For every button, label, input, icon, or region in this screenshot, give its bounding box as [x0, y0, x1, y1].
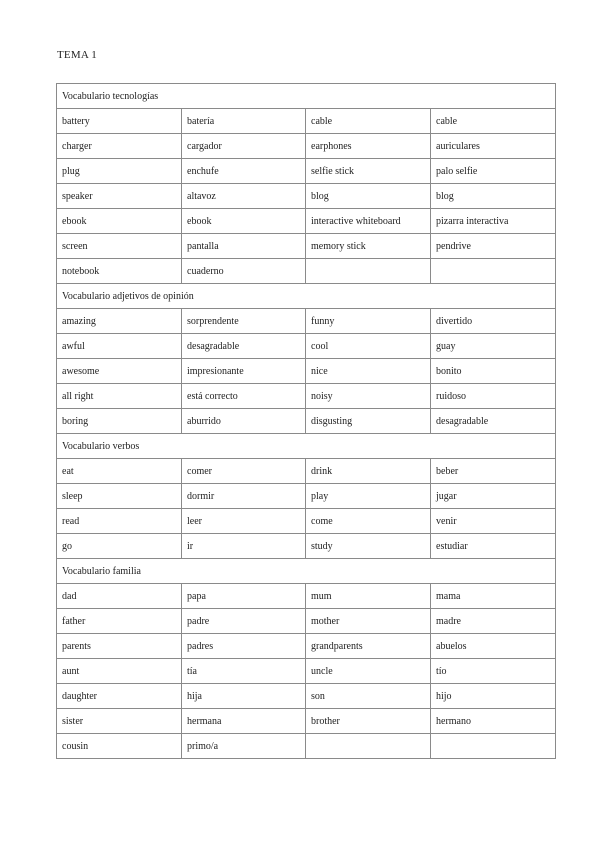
- spanish-term-cell: cargador: [182, 134, 306, 159]
- english-term-cell: parents: [57, 634, 182, 659]
- english-term-cell: [306, 259, 431, 284]
- english-term-cell: notebook: [57, 259, 182, 284]
- spanish-term-cell: ebook: [182, 209, 306, 234]
- table-row: [57, 409, 556, 434]
- table-row: [57, 684, 556, 709]
- page-title: TEMA 1: [57, 49, 98, 61]
- section-heading: Vocabulario adjetivos de opinión: [57, 284, 556, 309]
- section-header-row: [57, 559, 556, 584]
- english-term-cell: uncle: [306, 659, 431, 684]
- spanish-term-cell: auriculares: [431, 134, 556, 159]
- english-term-cell: amazing: [57, 309, 182, 334]
- english-term-cell: play: [306, 484, 431, 509]
- spanish-term-cell: altavoz: [182, 184, 306, 209]
- english-term-cell: funny: [306, 309, 431, 334]
- spanish-term-cell: papa: [182, 584, 306, 609]
- english-term-cell: go: [57, 534, 182, 559]
- english-term-cell: earphones: [306, 134, 431, 159]
- spanish-term-cell: madre: [431, 609, 556, 634]
- spanish-term-cell: ir: [182, 534, 306, 559]
- spanish-term-cell: está correcto: [182, 384, 306, 409]
- english-term-cell: cool: [306, 334, 431, 359]
- table-row: [57, 134, 556, 159]
- spanish-term-cell: estudiar: [431, 534, 556, 559]
- spanish-term-cell: cable: [431, 109, 556, 134]
- english-term-cell: ebook: [57, 209, 182, 234]
- table-row: [57, 309, 556, 334]
- spanish-term-cell: blog: [431, 184, 556, 209]
- english-term-cell: drink: [306, 459, 431, 484]
- spanish-term-cell: palo selfie: [431, 159, 556, 184]
- english-term-cell: interactive whiteboard: [306, 209, 431, 234]
- english-term-cell: dad: [57, 584, 182, 609]
- table-row: [57, 734, 556, 759]
- spanish-term-cell: pendrive: [431, 234, 556, 259]
- spanish-term-cell: mama: [431, 584, 556, 609]
- table-row: [57, 634, 556, 659]
- table-row: [57, 509, 556, 534]
- table-row: [57, 234, 556, 259]
- section-header-row: [57, 284, 556, 309]
- english-term-cell: cousin: [57, 734, 182, 759]
- english-term-cell: aunt: [57, 659, 182, 684]
- english-term-cell: blog: [306, 184, 431, 209]
- spanish-term-cell: padres: [182, 634, 306, 659]
- spanish-term-cell: padre: [182, 609, 306, 634]
- spanish-term-cell: abuelos: [431, 634, 556, 659]
- english-term-cell: all right: [57, 384, 182, 409]
- spanish-term-cell: sorprendente: [182, 309, 306, 334]
- table-row: [57, 259, 556, 284]
- spanish-term-cell: primo/a: [182, 734, 306, 759]
- spanish-term-cell: [431, 259, 556, 284]
- english-term-cell: boring: [57, 409, 182, 434]
- section-header-row: [57, 84, 556, 109]
- spanish-term-cell: divertido: [431, 309, 556, 334]
- english-term-cell: study: [306, 534, 431, 559]
- spanish-term-cell: guay: [431, 334, 556, 359]
- section-header-row: [57, 434, 556, 459]
- vocabulary-table: [56, 83, 556, 759]
- table-row: [57, 109, 556, 134]
- table-row: [57, 359, 556, 384]
- spanish-term-cell: hermano: [431, 709, 556, 734]
- english-term-cell: mum: [306, 584, 431, 609]
- table-row: [57, 459, 556, 484]
- spanish-term-cell: enchufe: [182, 159, 306, 184]
- english-term-cell: noisy: [306, 384, 431, 409]
- english-term-cell: disgusting: [306, 409, 431, 434]
- spanish-term-cell: dormir: [182, 484, 306, 509]
- spanish-term-cell: comer: [182, 459, 306, 484]
- english-term-cell: plug: [57, 159, 182, 184]
- table-row: [57, 209, 556, 234]
- table-row: [57, 159, 556, 184]
- english-term-cell: father: [57, 609, 182, 634]
- spanish-term-cell: pizarra interactiva: [431, 209, 556, 234]
- english-term-cell: sister: [57, 709, 182, 734]
- english-term-cell: charger: [57, 134, 182, 159]
- table-row: [57, 609, 556, 634]
- english-term-cell: [306, 734, 431, 759]
- spanish-term-cell: tía: [182, 659, 306, 684]
- table-row: [57, 184, 556, 209]
- english-term-cell: screen: [57, 234, 182, 259]
- table-row: [57, 584, 556, 609]
- section-heading: Vocabulario familia: [57, 559, 556, 584]
- english-term-cell: battery: [57, 109, 182, 134]
- spanish-term-cell: venir: [431, 509, 556, 534]
- table-row: [57, 334, 556, 359]
- spanish-term-cell: [431, 734, 556, 759]
- english-term-cell: awesome: [57, 359, 182, 384]
- english-term-cell: cable: [306, 109, 431, 134]
- table-row: [57, 384, 556, 409]
- english-term-cell: awful: [57, 334, 182, 359]
- spanish-term-cell: aburrido: [182, 409, 306, 434]
- english-term-cell: daughter: [57, 684, 182, 709]
- spanish-term-cell: hijo: [431, 684, 556, 709]
- english-term-cell: sleep: [57, 484, 182, 509]
- english-term-cell: son: [306, 684, 431, 709]
- spanish-term-cell: ruidoso: [431, 384, 556, 409]
- spanish-term-cell: desagradable: [182, 334, 306, 359]
- spanish-term-cell: hermana: [182, 709, 306, 734]
- english-term-cell: read: [57, 509, 182, 534]
- table-row: [57, 709, 556, 734]
- english-term-cell: eat: [57, 459, 182, 484]
- english-term-cell: selfie stick: [306, 159, 431, 184]
- english-term-cell: memory stick: [306, 234, 431, 259]
- spanish-term-cell: tío: [431, 659, 556, 684]
- spanish-term-cell: beber: [431, 459, 556, 484]
- spanish-term-cell: hija: [182, 684, 306, 709]
- spanish-term-cell: impresionante: [182, 359, 306, 384]
- english-term-cell: speaker: [57, 184, 182, 209]
- spanish-term-cell: jugar: [431, 484, 556, 509]
- english-term-cell: nice: [306, 359, 431, 384]
- table-row: [57, 534, 556, 559]
- spanish-term-cell: pantalla: [182, 234, 306, 259]
- english-term-cell: brother: [306, 709, 431, 734]
- english-term-cell: grandparents: [306, 634, 431, 659]
- table-row: [57, 484, 556, 509]
- section-heading: Vocabulario verbos: [57, 434, 556, 459]
- spanish-term-cell: leer: [182, 509, 306, 534]
- table-row: [57, 659, 556, 684]
- spanish-term-cell: bonito: [431, 359, 556, 384]
- spanish-term-cell: desagradable: [431, 409, 556, 434]
- section-heading: Vocabulario tecnologías: [57, 84, 556, 109]
- spanish-term-cell: cuaderno: [182, 259, 306, 284]
- english-term-cell: come: [306, 509, 431, 534]
- spanish-term-cell: batería: [182, 109, 306, 134]
- english-term-cell: mother: [306, 609, 431, 634]
